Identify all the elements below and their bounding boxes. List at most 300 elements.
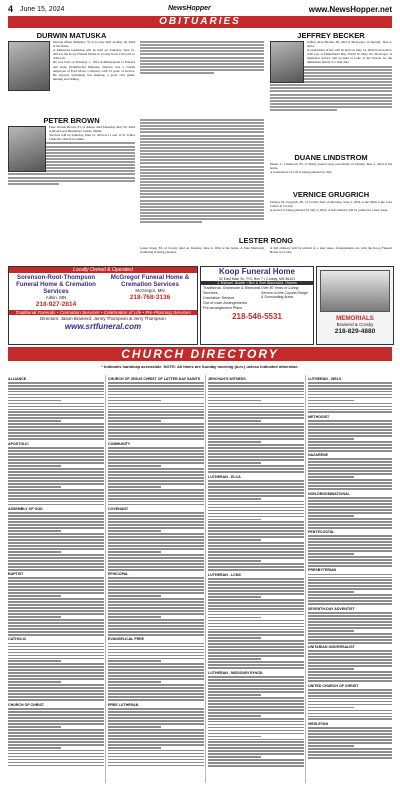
church-listing-line [108, 551, 161, 553]
church-listing-line [108, 750, 204, 752]
church-category-heading: UNITARIAN UNIVERSALIST [308, 645, 355, 650]
church-listing-line [308, 476, 354, 478]
church-listing-line [8, 753, 104, 755]
church-listing-line [208, 453, 304, 455]
church-listing-line [208, 459, 304, 461]
church-listing-line [8, 610, 104, 612]
church-listing-line [208, 548, 304, 550]
church-listing-line [208, 629, 304, 631]
church-listing-line [8, 660, 61, 662]
obituary-continuation [140, 40, 264, 98]
church-category-heading: COVENANT [108, 506, 129, 511]
church-listing-line [208, 691, 304, 693]
church-listing-line [8, 598, 104, 600]
obituary-text: Services will be Saturday, June 15, 2024 at 11 a.m. at St. John's Lutheran Church in Aitkin. [49, 133, 135, 142]
church-listing-line [108, 759, 204, 761]
church-listing-line [308, 677, 392, 679]
church-listing-line [208, 441, 261, 443]
church-listing-line [8, 666, 104, 668]
services-line: Traditional Funerals • Cremation Services • Celebration of Life • Pre-Planning Services [9, 310, 197, 316]
church-listing-line [308, 500, 392, 502]
church-listing-line [208, 456, 304, 458]
church-listing-line [108, 450, 204, 452]
church-listing-line [8, 539, 104, 541]
church-listing-line [108, 738, 204, 740]
church-listing-line [208, 700, 304, 702]
church-listing-line [8, 536, 104, 538]
website-url: www.NewsHopper.net [308, 5, 392, 14]
church-listing-line [308, 497, 392, 499]
church-listing-line [8, 474, 104, 476]
church-listing-line [108, 735, 204, 737]
church-listing-line [208, 495, 304, 497]
church-category-heading: NAZARENE [308, 453, 328, 458]
church-listing-line [208, 486, 304, 488]
church-listing-line [8, 723, 104, 725]
church-listing-line [8, 696, 104, 698]
church-listing-line [108, 524, 204, 526]
church-listing-line [108, 601, 204, 603]
church-listing-line [208, 426, 304, 428]
church-listing-line [208, 718, 304, 720]
obituary-name: JEFFREY BECKER [297, 31, 365, 40]
church-listing-line [308, 432, 392, 434]
church-listing-line [108, 406, 204, 408]
church-listing-line [208, 385, 304, 387]
church-listing-line [8, 527, 104, 529]
church-listing-line [208, 611, 304, 613]
church-listing-line [208, 483, 304, 485]
church-listing-line [108, 690, 204, 692]
church-listing-line [8, 486, 61, 488]
church-listing-line [208, 596, 261, 598]
church-listing-line [208, 581, 304, 583]
church-listing-line [108, 388, 204, 390]
church-listing-line [308, 612, 392, 614]
church-listing-line [8, 708, 104, 710]
church-listing-line [8, 634, 104, 636]
church-listing-line [108, 595, 161, 597]
church-listing-line [208, 715, 261, 717]
church-listing-line [108, 566, 204, 568]
church-listing-line [108, 720, 204, 722]
church-listing-line [108, 666, 204, 668]
church-listing-line [108, 426, 204, 428]
church-listing-line [8, 391, 104, 393]
church-listing-line [208, 563, 304, 565]
church-listing-line [108, 391, 204, 393]
church-listing-line [208, 471, 304, 473]
obituary-text: A Celebration of Life is being planned for July. [270, 170, 333, 175]
church-listing-line [308, 509, 392, 511]
church-listing-line [308, 653, 392, 655]
church-listing-line [308, 665, 392, 667]
church-listing-line [108, 417, 204, 419]
church-listing-line [8, 438, 104, 440]
church-listing-line [8, 530, 61, 532]
ad-website: www.srtfuneral.com [64, 321, 142, 331]
church-listing-line [108, 643, 204, 645]
church-listing-line [208, 400, 261, 402]
church-listing-line [8, 403, 104, 405]
church-category-heading: EPISCOPAL [108, 572, 129, 577]
church-listing-line [8, 690, 104, 692]
church-listing-line [108, 462, 204, 464]
church-listing-line [8, 459, 104, 461]
church-listing-line [108, 675, 204, 677]
church-listing-line [208, 765, 304, 767]
church-listing-line [8, 577, 104, 579]
church-listing-line [208, 741, 304, 743]
church-listing-line [308, 680, 392, 682]
church-listing-line [208, 747, 304, 749]
church-listing-line [108, 681, 161, 683]
church-listing-line [308, 400, 354, 402]
obituary-name: VERNICE GRUGRICH [292, 190, 370, 199]
church-listing-line [8, 548, 104, 550]
church-listing-line [108, 542, 204, 544]
church-listing-line [308, 450, 392, 452]
church-listing-line [108, 604, 204, 606]
church-listing-line [208, 736, 261, 738]
church-category-heading: COMMUNITY [108, 441, 131, 446]
obituary-text: A service is being planned for July 5, 2024. A full obituary will be printed in a later issue. [270, 208, 389, 213]
church-listing-line [8, 471, 104, 473]
church-listing-line [208, 539, 261, 541]
church-directory-banner: CHURCH DIRECTORY [8, 347, 392, 361]
church-listing-line [8, 501, 104, 503]
church-column-3 [208, 375, 304, 783]
church-listing-line [8, 738, 104, 740]
church-listing-line [308, 550, 392, 552]
church-listing-line [108, 501, 204, 503]
church-listing-line [308, 426, 392, 428]
church-listing-line [108, 646, 204, 648]
church-column-4 [308, 375, 392, 783]
ad-subtitle: Brainerd & Crosby [336, 322, 374, 327]
church-listing-line [208, 560, 261, 562]
church-listing-line [208, 730, 304, 732]
church-listing-line [208, 536, 304, 538]
church-listing-line [108, 732, 204, 734]
church-listing-line [308, 736, 392, 738]
church-listing-line [108, 729, 204, 731]
church-listing-line [308, 600, 392, 602]
church-listing-line [208, 676, 304, 678]
church-listing-line [8, 652, 104, 654]
church-listing-line [208, 450, 304, 452]
church-listing-line [308, 739, 392, 741]
church-listing-line [308, 444, 392, 446]
church-listing-line [8, 643, 104, 645]
masthead [8, 4, 392, 16]
portrait-photo [8, 126, 46, 172]
church-listing-line [208, 584, 304, 586]
church-listing-line [108, 420, 161, 422]
church-listing-line [208, 703, 304, 705]
church-listing-line [108, 394, 204, 396]
church-listing-line [208, 587, 304, 589]
ad-city: McGregor, MN [135, 288, 165, 293]
church-listing-line [208, 489, 304, 491]
church-listing-line [308, 594, 392, 596]
church-listing-line [308, 624, 392, 626]
church-listing-line [108, 625, 204, 627]
church-listing-line [8, 388, 104, 390]
church-listing-line [308, 748, 392, 750]
church-listing-line [108, 400, 161, 402]
church-listing-line [108, 474, 204, 476]
church-listing-line [8, 560, 104, 562]
ad-phone: 218-546-5531 [232, 312, 282, 321]
church-listing-line [8, 456, 104, 458]
service-item: Pre-arrangement Plans [203, 306, 243, 310]
church-listing-line [8, 699, 104, 701]
church-listing-line [208, 397, 304, 399]
church-listing-line [108, 459, 204, 461]
church-listing-line [108, 536, 204, 538]
obituary-duane [270, 153, 392, 174]
church-listing-line [208, 435, 304, 437]
church-listing-line [108, 447, 204, 449]
church-listing-line [308, 630, 354, 632]
church-listing-line [108, 569, 204, 571]
church-listing-line [308, 382, 392, 384]
church-listing-line [208, 759, 304, 761]
church-listing-line [108, 580, 204, 582]
obituary-text: Vernice M. Grugrich, 99, of Crosby died on Monday, June 3, 2024 at the Mills Lake Care Center in Crosby. [270, 200, 392, 209]
service-item: Out of town Arrangements [203, 301, 248, 305]
church-listing-line [208, 733, 304, 735]
church-listing-line [308, 588, 392, 590]
church-listing-line [108, 616, 161, 618]
church-listing-line [108, 652, 204, 654]
church-category-heading: APOSTOLIC [8, 441, 29, 446]
church-listing-line [108, 480, 204, 482]
church-listing-line [308, 713, 392, 715]
church-listing-line [108, 382, 204, 384]
church-listing-line [308, 615, 392, 617]
headstone-photo [320, 270, 390, 312]
church-listing-line [208, 498, 261, 500]
church-listing-line [8, 663, 104, 665]
church-listing-line [108, 741, 204, 743]
ad-title: MEMORIALS [336, 315, 374, 322]
church-listing-line [8, 382, 104, 384]
church-listing-line [8, 589, 104, 591]
church-listing-line [208, 652, 304, 654]
obituary-text: Jeffrey Alan Becker, 69, died at McGregor on Sunday, June 4, 2024. [307, 40, 392, 49]
church-listing-line [108, 660, 161, 662]
church-listing-line [208, 513, 304, 515]
church-listing-line [308, 524, 392, 526]
church-listing-line [8, 613, 104, 615]
church-listing-line [8, 504, 104, 506]
church-listing-line [308, 574, 392, 576]
church-listing-line [8, 580, 104, 582]
church-listing-line [108, 696, 204, 698]
church-listing-line [108, 669, 204, 671]
church-listing-line [208, 501, 304, 503]
church-listing-line [8, 468, 104, 470]
church-listing-line [8, 450, 104, 452]
church-listing-line [8, 492, 104, 494]
church-listing-line [208, 724, 304, 726]
church-listing-line [8, 551, 61, 553]
church-listing-line [208, 643, 304, 645]
church-category-heading: LUTHERAN - WELS [308, 376, 342, 381]
church-listing-line [308, 547, 392, 549]
church-listing-line [308, 650, 392, 652]
church-listing-line [308, 435, 392, 437]
church-listing-line [208, 409, 304, 411]
church-listing-line [308, 742, 392, 744]
church-listing-line [308, 473, 392, 475]
obituary-name: PETER BROWN [43, 116, 100, 125]
church-listing-line [208, 739, 304, 741]
page-number: 4 [8, 4, 14, 14]
church-category-heading: NON-DENOMINATIONAL [308, 491, 350, 496]
church-listing-line [308, 751, 392, 753]
church-note: * Indicates handicap accessible. NOTE: All times are Sunday morning (a.m.) unless indicated otherwise. [101, 364, 299, 369]
church-listing-line [108, 423, 204, 425]
church-listing-line [208, 712, 304, 714]
church-listing-line [308, 698, 392, 700]
church-listing-line [308, 503, 392, 505]
church-category-heading: SEVENTH-DAY ADVENTIST [308, 606, 355, 611]
church-listing-line [8, 744, 104, 746]
church-listing-line [8, 669, 104, 671]
church-listing-line [308, 485, 392, 487]
church-column-2 [108, 375, 204, 783]
church-listing-line [208, 516, 304, 518]
church-listing-line [108, 471, 204, 473]
ad-title: McGregor Funeral Home & Cremation Services [110, 274, 190, 288]
church-listing-line [208, 533, 304, 535]
church-listing-line [208, 507, 304, 509]
obituary-text: A celebration of life will be held on June 14, 2024 from 2:00 to 4:00 p.m. at Fisherman's Bay, 35195 St. Hwy. 65, McGregor. A memorial service will be held at Lake of the Woods for the immediate family at a later date. [307, 48, 392, 65]
church-listing-line [8, 495, 104, 497]
church-listing-line [208, 394, 304, 396]
church-listing-line [8, 524, 104, 526]
church-listing-line [308, 438, 354, 440]
church-listing-line [208, 504, 304, 506]
church-listing-line [208, 667, 304, 669]
church-listing-line [108, 753, 204, 755]
church-listing-line [8, 607, 104, 609]
church-listing-line [108, 663, 204, 665]
church-listing-line [108, 432, 204, 434]
church-listing-line [8, 717, 104, 719]
church-listing-line [8, 426, 104, 428]
church-listing-line [308, 591, 354, 593]
church-listing-line [108, 435, 204, 437]
church-listing-line [308, 391, 392, 393]
church-listing-line [108, 672, 204, 674]
church-listing-line [208, 750, 304, 752]
church-listing-line [8, 483, 104, 485]
church-listing-line [208, 447, 304, 449]
church-listing-line [8, 726, 61, 728]
church-listing-line [108, 607, 204, 609]
obituary-name: DUANE LINDSTROM [294, 153, 368, 162]
church-listing-line [8, 604, 104, 606]
church-listing-line [108, 598, 204, 600]
church-listing-line [208, 569, 304, 571]
church-listing-line [8, 649, 104, 651]
church-listing-line [208, 542, 304, 544]
ad-phone: 218-927-2814 [35, 300, 77, 308]
church-listing-line [208, 756, 261, 758]
church-listing-line [108, 465, 161, 467]
church-listing-line [108, 548, 204, 550]
church-listing-line [308, 406, 392, 408]
church-listing-line [208, 432, 304, 434]
church-listing-line [8, 563, 104, 565]
church-listing-line [8, 554, 104, 556]
church-listing-line [308, 642, 392, 644]
church-listing-line [8, 687, 104, 689]
church-listing-line [308, 674, 392, 676]
church-listing-line [308, 538, 392, 540]
church-category-heading: UNITED CHURCH OF CHRIST [308, 683, 359, 688]
church-listing-line [108, 563, 204, 565]
church-listing-line [108, 385, 204, 387]
church-listing-line [208, 545, 304, 547]
church-listing-line [208, 420, 261, 422]
church-listing-line [208, 762, 304, 764]
church-listing-line [208, 566, 304, 568]
church-listing-line [108, 495, 204, 497]
church-listing-line [108, 504, 204, 506]
portrait-photo [270, 41, 304, 83]
church-listing-line [8, 385, 104, 387]
church-listing-line [208, 423, 304, 425]
church-listing-line [208, 694, 261, 696]
church-listing-line [208, 685, 304, 687]
church-listing-line [8, 498, 104, 500]
church-listing-line [8, 711, 104, 713]
directors: Directors: Jason Brainerd, Jenny Thompson & Jerry Thompson [40, 316, 166, 321]
church-listing-line [308, 710, 392, 712]
church-listing-line [308, 633, 392, 635]
church-listing-line [108, 518, 204, 520]
church-listing-line [208, 682, 304, 684]
church-listing-line [8, 622, 104, 624]
church-listing-line [8, 747, 61, 749]
church-listing-line [308, 659, 392, 661]
church-listing-line [108, 726, 161, 728]
church-listing-line [108, 589, 204, 591]
church-category-heading: JEHOVAH'S WITNESS [208, 376, 246, 381]
church-listing-line [308, 627, 392, 629]
church-category-heading: FREE LUTHERAN [108, 702, 139, 707]
church-listing-line [108, 577, 204, 579]
church-listing-line [308, 388, 392, 390]
church-listing-line [208, 626, 304, 628]
church-listing-line [208, 617, 261, 619]
church-listing-line [8, 681, 61, 683]
church-listing-line [108, 762, 204, 764]
church-listing-line [108, 723, 204, 725]
church-listing-line [108, 456, 204, 458]
church-listing-line [308, 482, 392, 484]
church-listing-line [308, 695, 392, 697]
church-category-heading: PRESBYTERIAN [308, 568, 337, 573]
obituary-name: LESTER RONG [238, 236, 294, 245]
church-listing-line [108, 699, 204, 701]
church-listing-line [108, 711, 204, 713]
